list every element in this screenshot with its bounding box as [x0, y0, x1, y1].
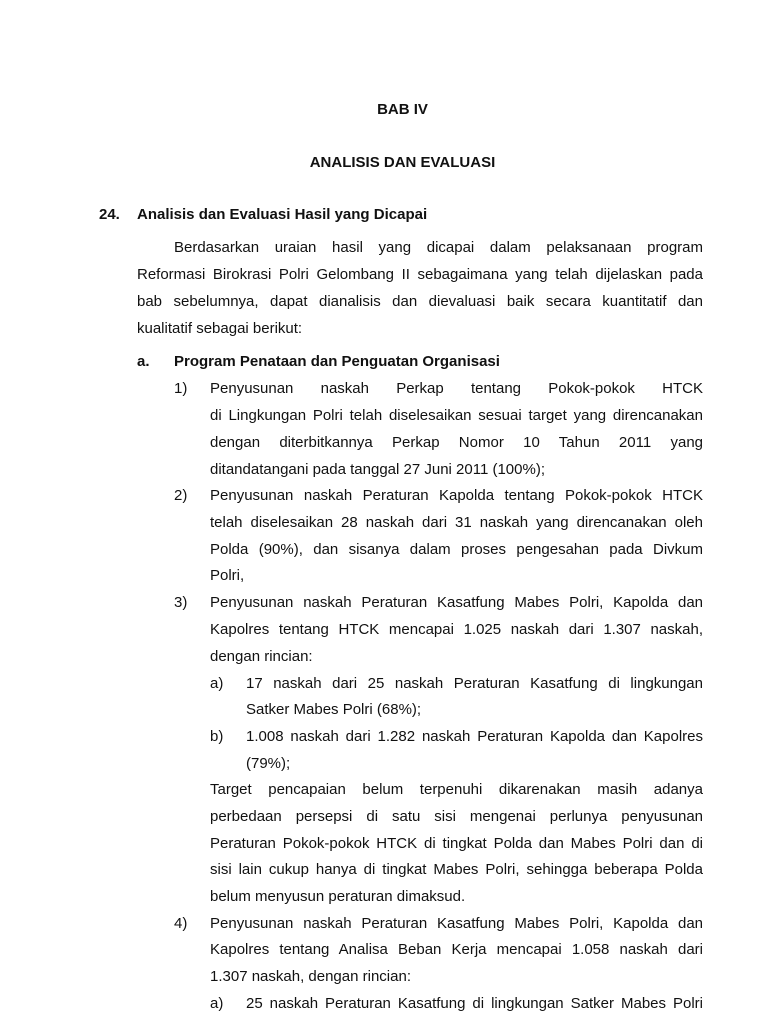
item-line: Penyusunan naskah Peraturan Kasatfung Mabes Polri, Kapolda dan: [210, 594, 703, 611]
item-line: Kapolres tentang HTCK mencapai 1.025 naskah dari 1.307 naskah,: [210, 621, 703, 638]
subitem-line: Satker Mabes Polri (68%);: [246, 701, 422, 718]
item-line: di Lingkungan Polri telah diselesaikan sesuai target yang direncanakan: [210, 407, 703, 424]
item-line: sisi lain cukup hanya di tingkat Mabes Polri, sehingga beberapa Polda: [210, 861, 703, 878]
intro-line: bab sebelumnya, dapat dianalisis dan dievaluasi baik secara kuantitatif dan: [137, 293, 703, 310]
item-number: 2): [174, 487, 188, 504]
item-line: dengan diterbitkannya Perkap Nomor 10 Tahun 2011 yang: [210, 434, 703, 451]
item-line: Polri,: [210, 567, 245, 584]
intro-line: Reformasi Birokrasi Polri Gelombang II sebagaimana yang telah dijelaskan pada: [137, 266, 703, 283]
subitem-line: (79%);: [246, 755, 291, 772]
intro-line: kualitatif sebagai berikut:: [137, 320, 303, 337]
item-line: ditandatangani pada tanggal 27 Juni 2011 (100%);: [210, 461, 545, 478]
subitem-line: 25 naskah Peraturan Kasatfung di lingkungan Satker Mabes Polri: [246, 995, 703, 1012]
subsection-letter: a.: [137, 353, 150, 370]
item-line: telah diselesaikan 28 naskah dari 31 naskah yang direncanakan oleh: [210, 514, 703, 531]
section-title: Analisis dan Evaluasi Hasil yang Dicapai: [137, 206, 428, 223]
item-line: Kapolres tentang Analisa Beban Kerja mencapai 1.058 naskah dari: [210, 941, 703, 958]
item-line: Penyusunan naskah Peraturan Kasatfung Mabes Polri, Kapolda dan: [210, 915, 703, 932]
item-line: 1.307 naskah, dengan rincian:: [210, 968, 411, 985]
item-line: dengan rincian:: [210, 648, 313, 665]
item-line: belum menyusun peraturan dimaksud.: [210, 888, 466, 905]
intro-line: Berdasarkan uraian hasil yang dicapai dalam pelaksanaan program: [174, 239, 703, 256]
item-line: perbedaan persepsi di satu sisi mengenai perlunya penyusunan: [210, 808, 703, 825]
subitem-number: b): [210, 728, 224, 745]
item-number: 4): [174, 915, 188, 932]
subitem-number: a): [210, 995, 224, 1012]
item-line: Peraturan Pokok-pokok HTCK di tingkat Polda dan Mabes Polri dan di: [210, 835, 703, 852]
chapter-title: ANALISIS DAN EVALUASI: [309, 154, 496, 171]
subitem-number: a): [210, 675, 224, 692]
subitem-line: 1.008 naskah dari 1.282 naskah Peraturan Kapolda dan Kapolres: [246, 728, 703, 745]
chapter-heading: BAB IV: [377, 101, 428, 118]
item-line: Penyusunan naskah Perkap tentang Pokok-pokok HTCK: [210, 380, 703, 397]
item-line: Penyusunan naskah Peraturan Kapolda tentang Pokok-pokok HTCK: [210, 487, 703, 504]
subsection-title: Program Penataan dan Penguatan Organisasi: [174, 353, 500, 370]
subitem-line: 17 naskah dari 25 naskah Peraturan Kasatfung di lingkungan: [246, 675, 703, 692]
item-number: 3): [174, 594, 188, 611]
item-line: Target pencapaian belum terpenuhi dikarenakan masih adanya: [210, 781, 703, 798]
section-number: 24.: [99, 206, 120, 223]
item-line: Polda (90%), dan sisanya dalam proses pengesahan pada Divkum: [210, 541, 703, 558]
item-number: 1): [174, 380, 188, 397]
